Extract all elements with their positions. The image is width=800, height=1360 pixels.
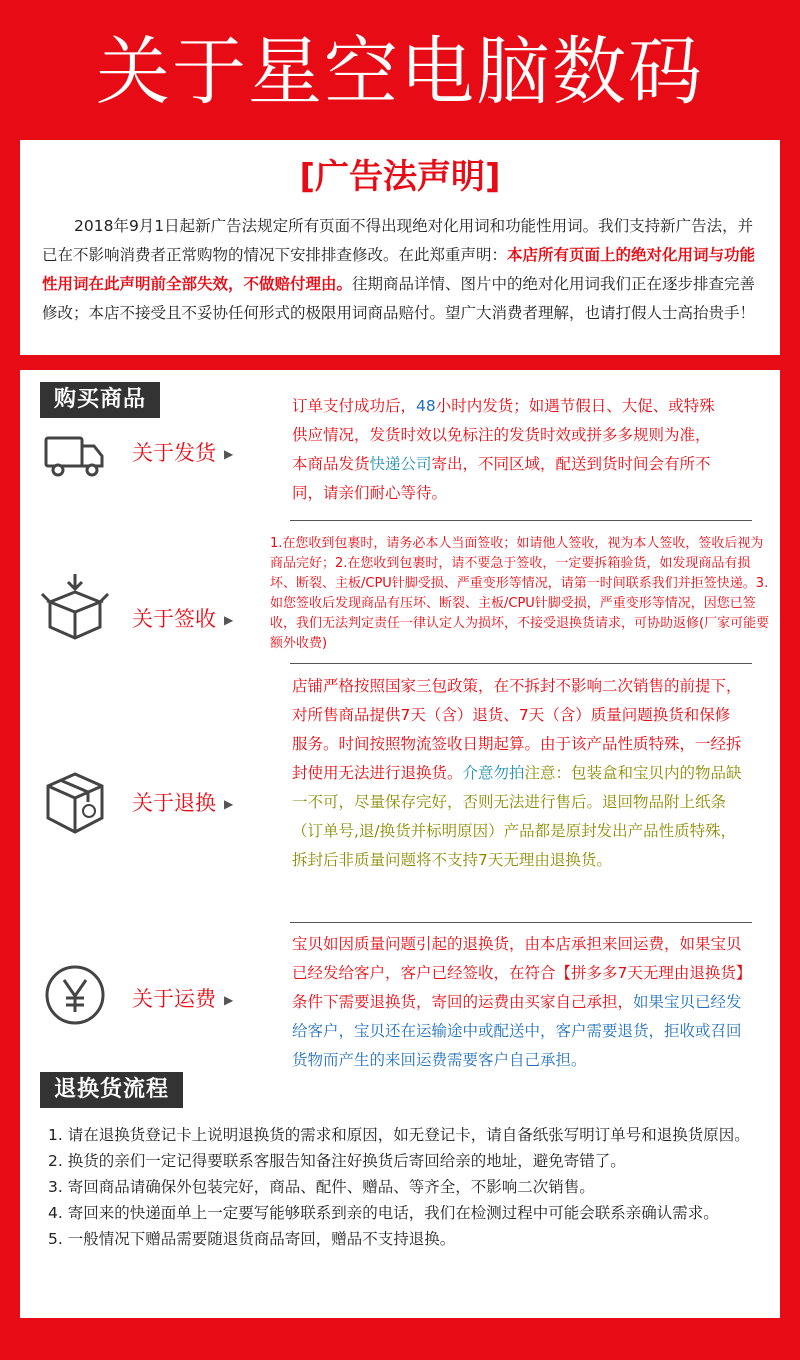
shipping-hours: 48 — [416, 397, 436, 415]
divider — [290, 663, 752, 664]
returns-label-text: 关于退换 — [132, 791, 216, 815]
arrow-right-icon: ▶ — [224, 993, 234, 1007]
process-item: 2. 换货的亲们一定记得要联系客服告知备注好换货后寄回给亲的地址，避免寄错了。 — [48, 1152, 626, 1170]
shipping-text-2: 小时内发货；如遇节假日、大促、或特殊供应情况，发货时效以免标注的发货时效或拼多多规则为准，本商品发货 — [292, 397, 715, 473]
freight-label-text: 关于运费 — [132, 987, 216, 1011]
shipping-text-1: 订单支付成功后， — [292, 397, 417, 415]
freight-text-1: 宝贝如因质量问题引起的退换货，由本店承担来回运费，如果宝贝已经发给客户，客户已经签收，在符合【拼多多7天无理由退换货】条件下需要退换货，寄回的运费由买家自己承担， — [292, 935, 752, 1011]
freight-text — [292, 930, 752, 1075]
returns-note: 注意：包装盒和宝贝内的物品缺一不可，尽量保存完好，否则无法进行售后。退回物品附上纸条（订单号,退/换货并标明原因）产品都是原封发出产品性质特殊，拆封后非质量问题将不支持7天无理由退换货。 — [292, 764, 742, 869]
page-title: 关于星空电脑数码 — [96, 29, 704, 115]
signing-label — [132, 604, 233, 635]
notice-text-red: 本店所有页面上的绝对化用词与功能性用词在此声明前全部失效，不做赔付理由。 — [42, 246, 756, 293]
freight-label — [132, 984, 233, 1015]
notice-body — [42, 212, 758, 328]
arrow-right-icon: ▶ — [224, 447, 234, 461]
freight-text-2: 如果宝贝已经发给客户，宝贝还在运输途中或配送中，客户需要退货，拒收或召回货物而产生的来回运费需要客户自己承担。 — [292, 993, 742, 1069]
signing-label-text: 关于签收 — [132, 607, 216, 631]
shipping-text — [292, 392, 722, 508]
divider — [290, 922, 752, 923]
returns-caution: 介意勿拍 — [462, 764, 525, 782]
shipping-label — [132, 438, 233, 469]
open-box-icon — [40, 572, 110, 642]
shipping-courier: 快递公司 — [369, 455, 432, 473]
shipping-text-3: 寄出，不同区域，配送到货时间会有所不同，请亲们耐心等待。 — [292, 455, 711, 502]
signing-text: 1.在您收到包裹时，请务必本人当面签收；如请他人签收，视为本人签收，签收后视为商品完好；2.在您收到包裹时，请不要急于签收，一定要拆箱验货，如发现商品有损坏、断裂、主板/CPU针脚受损、严重变形等情况，请第一时间联系我们并拒签快递。3.如您签收后发现商品有压坏、断裂、主板/CPU针脚受损，严重变形等情况，因您已签收，我们无法判定责任一律认定人为损坏，不接受退换货请求，可协助返修(厂家可能要额外收费) — [270, 536, 770, 651]
notice-text-b: 往期商品详情、图片中的绝对化用词我们正在逐步排查完善修改；本店不接受且不妥协任何形式的极限用词商品赔付。望广大消费者理解，也请打假人士高抬贵手！ — [42, 275, 756, 322]
process-list — [48, 1122, 760, 1252]
notice-text-a: 2018年9月1日起新广告法规定所有页面不得出现绝对化用词和功能性用词。我们支持新广告法，并已在不影响消费者正常购物的情况下安排排查修改。在此郑重声明： — [42, 217, 754, 264]
notice-title: [广告法声明] — [299, 157, 501, 197]
delivery-truck-icon — [40, 420, 110, 490]
process-item: 5. 一般情况下赠品需要随退货商品寄回，赠品不支持退换。 — [48, 1230, 456, 1248]
process-item: 3. 寄回商品请确保外包装完好，商品、配件、赠品、等齐全，不影响二次销售。 — [48, 1178, 595, 1196]
yen-coin-icon — [40, 960, 110, 1030]
arrow-right-icon: ▶ — [224, 797, 234, 811]
process-item: 1. 请在退换货登记卡上说明退换货的需求和原因，如无登记卡，请自备纸张写明订单号和退换货原因。 — [48, 1126, 750, 1144]
returns-text-1: 店铺严格按照国家三包政策，在不拆封不影响二次销售的前提下，对所售商品提供7天（含）退货、7天（含）质量问题换货和保修服务。时间按照物流签收日期起算。由于该产品性质特殊，一经拆封使用无法进行退换货。 — [292, 677, 742, 782]
ad-law-notice — [20, 140, 780, 355]
return-box-icon — [40, 768, 110, 838]
process-tag: 退换货流程 — [40, 1072, 183, 1108]
returns-text — [292, 672, 742, 875]
shipping-label-text: 关于发货 — [132, 441, 216, 465]
arrow-right-icon: ▶ — [224, 613, 234, 627]
policy-panel — [20, 370, 780, 1318]
purchase-tag: 购买商品 — [40, 382, 160, 418]
process-item: 4. 寄回来的快递面单上一定要写能够联系到亲的电话，我们在检测过程中可能会联系亲确认需求。 — [48, 1204, 719, 1222]
returns-label — [132, 788, 233, 819]
divider — [290, 520, 752, 521]
